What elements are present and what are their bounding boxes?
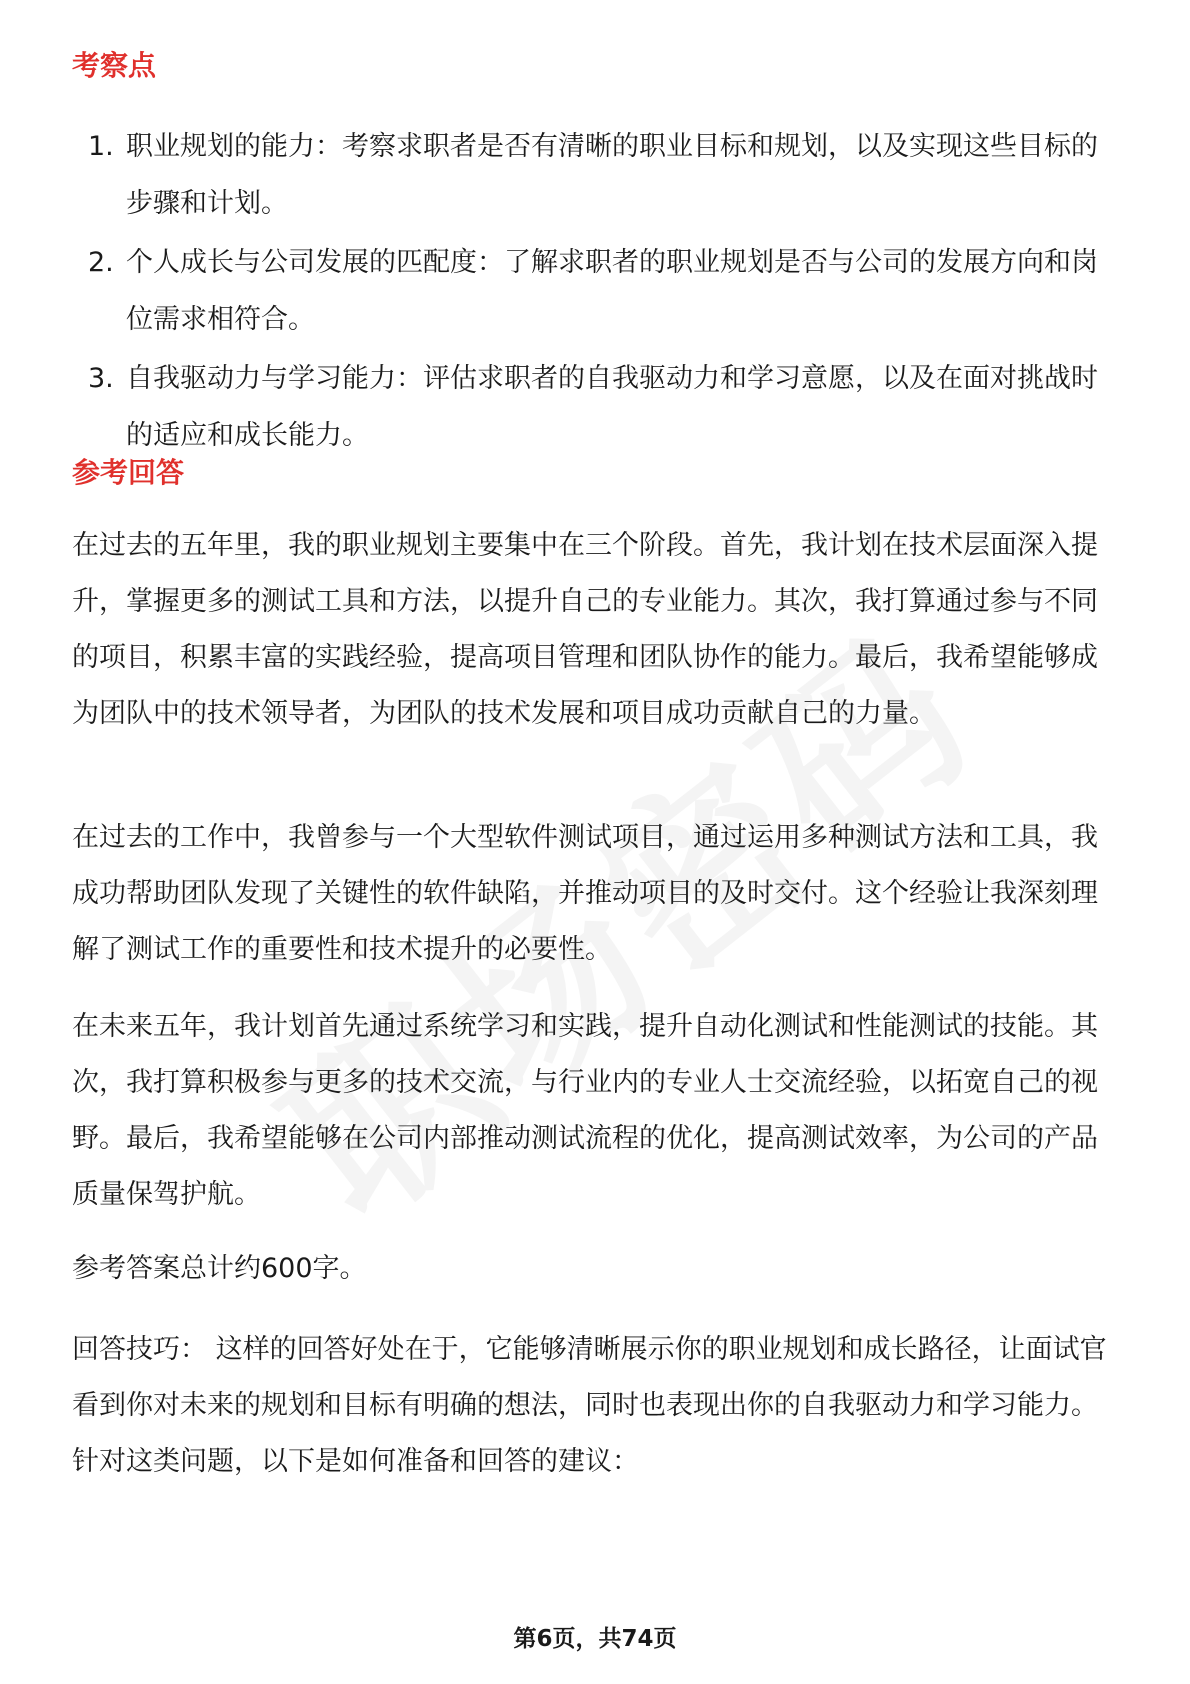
list-item-text: 自我驱动力与学习能力：评估求职者的自我驱动力和学习意愿，以及在面对挑战时的适应和成长能力。 bbox=[126, 363, 1098, 451]
list-item bbox=[72, 350, 1122, 464]
answer-paragraph: 在过去的工作中，我曾参与一个大型软件测试项目，通过运用多种测试方法和工具，我成功帮助团队发现了关键性的软件缺陷，并推动项目的及时交付。这个经验让我深刻理解了测试工作的重要性和技术提升的必要性。 bbox=[72, 822, 1098, 965]
list-item-text: 职业规划的能力：考察求职者是否有清晰的职业目标和规划，以及实现这些目标的步骤和计划。 bbox=[126, 131, 1098, 219]
word-count-note: 参考答案总计约600字。 bbox=[72, 1253, 367, 1284]
answer-paragraph: 在过去的五年里，我的职业规划主要集中在三个阶段。首先，我计划在技术层面深入提升，掌握更多的测试工具和方法，以提升自己的专业能力。其次，我打算通过参与不同的项目，积累丰富的实践经验，提高项目管理和团队协作的能力。最后，我希望能够成为团队中的技术领导者，为团队的技术发展和项目成功贡献自己的力量。 bbox=[72, 530, 1098, 729]
points-list bbox=[72, 118, 1122, 466]
answer-tips-paragraph: 回答技巧： 这样的回答好处在于，它能够清晰展示你的职业规划和成长路径，让面试官看到你对未来的规划和目标有明确的想法，同时也表现出你的自我驱动力和学习能力。针对这类问题，以下是如何准备和回答的建议： bbox=[72, 1334, 1107, 1477]
list-item bbox=[72, 118, 1122, 232]
list-number: 3. bbox=[88, 363, 114, 394]
list-item bbox=[72, 234, 1122, 348]
section-title-points: 考察点 bbox=[72, 49, 157, 82]
answer-paragraph: 在未来五年，我计划首先通过系统学习和实践，提升自动化测试和性能测试的技能。其次，我打算积极参与更多的技术交流，与行业内的专业人士交流经验，以拓宽自己的视野。最后，我希望能够在公司内部推动测试流程的优化，提高测试效率，为公司的产品质量保驾护航。 bbox=[72, 1011, 1098, 1210]
list-number: 1. bbox=[88, 131, 114, 162]
list-item-text: 个人成长与公司发展的匹配度：了解求职者的职业规划是否与公司的发展方向和岗位需求相符合。 bbox=[126, 247, 1098, 335]
page-number-footer: 第6页，共74页 bbox=[513, 1626, 677, 1652]
list-number: 2. bbox=[88, 247, 114, 278]
section-title-answer: 参考回答 bbox=[72, 456, 185, 489]
